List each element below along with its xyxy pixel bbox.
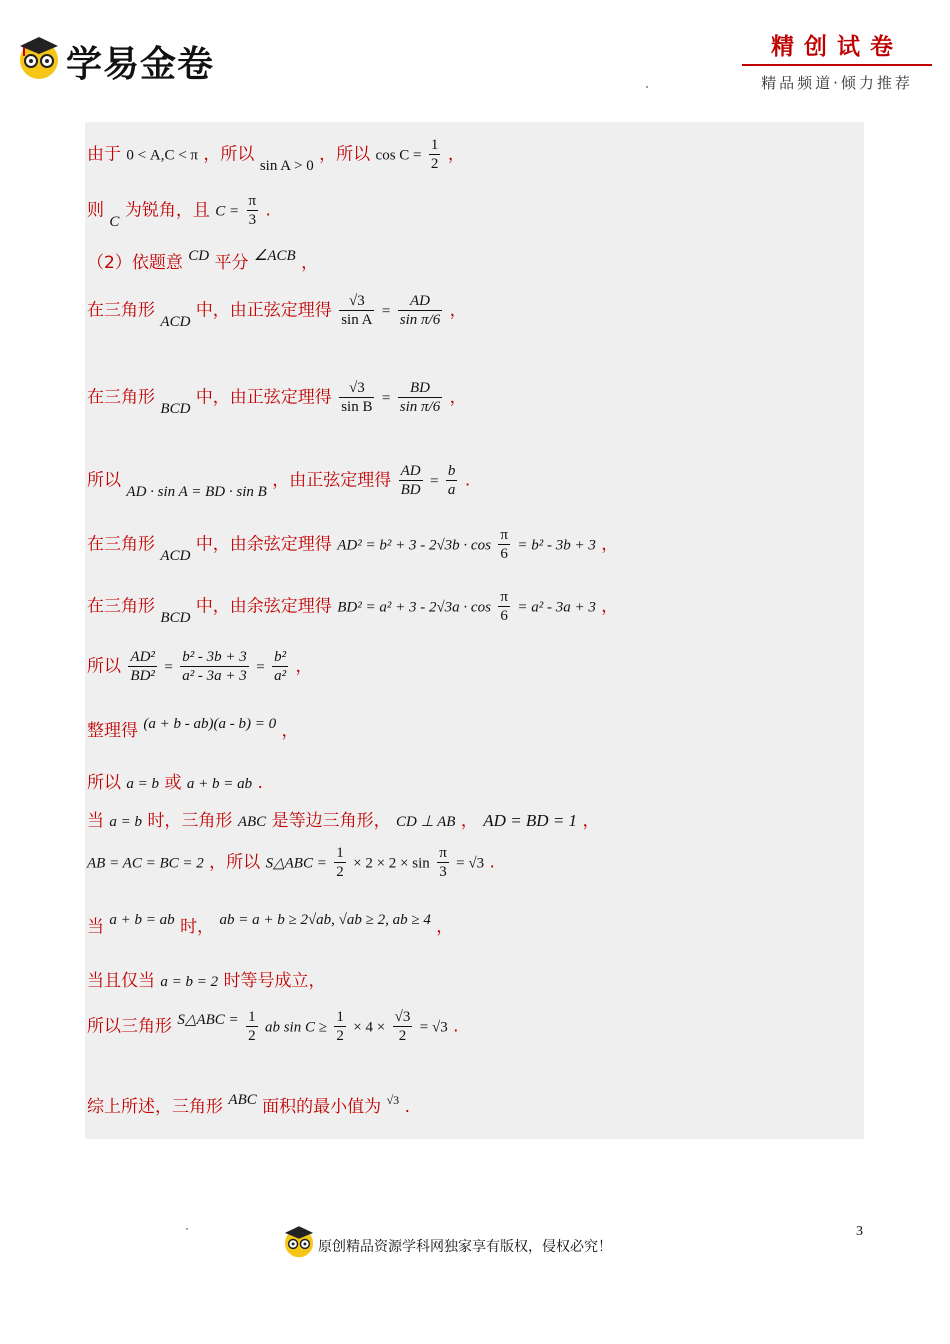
math: a + b = ab: [186, 776, 253, 792]
text: 所以: [87, 656, 121, 677]
quality-badge: [742, 28, 932, 94]
text: 在三角形: [87, 596, 155, 617]
text: ，所以: [319, 144, 371, 165]
solution-line-6: [87, 462, 470, 499]
solution-line-2: [87, 192, 271, 229]
math: BCD: [160, 609, 191, 626]
brand-logo: [16, 30, 236, 86]
math: =: [164, 659, 173, 676]
math: AB = AC = BC = 2: [87, 855, 204, 872]
text: .: [464, 470, 471, 491]
math: ACD: [160, 547, 191, 564]
text: ，: [449, 300, 467, 321]
fraction: $\frac{1}{2}$: [336, 845, 344, 880]
page-number: 3: [856, 1224, 863, 1239]
math: AD · sin A = BD · sin B: [126, 483, 267, 500]
math: ACD: [160, 313, 191, 330]
text: ，所以: [203, 144, 255, 165]
fraction: $\frac{1}{2}$: [430, 137, 439, 172]
fraction: $\frac{1}{2}$: [336, 1009, 344, 1044]
text: 中，由正弦定理得: [195, 387, 332, 408]
solution-line-12: [87, 806, 599, 831]
page-header: [0, 0, 950, 100]
math: CD: [188, 248, 210, 264]
fraction: $\frac{\pi}{6}$: [500, 589, 508, 624]
text: 则: [87, 200, 104, 221]
text: 时，三角形: [147, 811, 233, 831]
text: 时，: [180, 917, 215, 937]
solution-panel: [85, 122, 864, 1139]
text: 为锐角，且: [124, 200, 210, 221]
fraction: $\frac{√3}{\text{sin B}}$: [341, 380, 373, 415]
owl-mascot-icon: [282, 1224, 316, 1258]
badge-subtitle: 精品频道·倾力推荐: [761, 74, 913, 92]
header-dot: [646, 86, 648, 88]
footer-dot: [186, 1228, 188, 1230]
solution-line-11: [87, 768, 263, 793]
math: C =: [215, 203, 240, 220]
copyright-notice: 原创精品资源学科网独家享有版权，侵权必究！: [318, 1239, 612, 1255]
math: a = b = 2: [160, 974, 219, 990]
text: 由于: [87, 144, 121, 165]
fraction: $\frac{√3}{\text{sin A}}$: [341, 293, 373, 328]
text: .: [489, 852, 495, 873]
text: ，: [601, 534, 619, 555]
math: ABC: [228, 1092, 257, 1108]
text: .: [265, 200, 271, 221]
text: 或: [164, 773, 182, 793]
text: （2）依题意: [87, 253, 183, 273]
page-footer: [0, 1210, 950, 1270]
math: =: [430, 473, 439, 490]
text: .: [404, 1097, 410, 1117]
text: 时等号成立，: [223, 971, 326, 991]
text: 所以: [87, 470, 121, 491]
math: = √3: [456, 855, 485, 872]
math: sin A > 0: [259, 157, 314, 174]
math: a + b = ab: [109, 912, 175, 928]
math: = b² - 3b + 3: [517, 537, 596, 554]
text: ，所以: [209, 852, 261, 873]
math: ab = a + b ≥ 2√ab, √ab ≥ 2, ab ≥ 4: [219, 912, 431, 928]
text: 所以: [87, 773, 121, 793]
math: =: [256, 659, 265, 676]
math: √3: [386, 1093, 400, 1107]
math: = √3: [419, 1019, 448, 1036]
text: 当: [87, 811, 104, 831]
text: ，: [281, 721, 299, 741]
text: 面积的最小值为: [262, 1097, 382, 1117]
owl-mascot-icon: [16, 34, 62, 80]
fraction: $\frac{AD}{BD}$: [400, 463, 421, 498]
solution-line-14: [87, 912, 453, 937]
text: 中，由正弦定理得: [195, 300, 332, 321]
text: 在三角形: [87, 534, 155, 555]
text: 所以三角形: [87, 1016, 172, 1037]
math: AD = BD = 1: [483, 811, 578, 830]
solution-line-8: [87, 588, 618, 625]
math: =: [381, 390, 391, 407]
text: ，: [460, 811, 478, 831]
solution-line-9: [87, 648, 313, 685]
math: BCD: [160, 400, 191, 417]
math: = a² - 3a + 3: [517, 599, 596, 616]
math: a = b: [109, 814, 143, 830]
text: ，由正弦定理得: [272, 470, 392, 491]
text: 中，由余弦定理得: [195, 534, 332, 555]
fraction: $\frac{BD}{\text{sin π/6}}$: [399, 380, 441, 415]
text: ，: [601, 596, 619, 617]
fraction: $\frac{1}{2}$: [248, 1009, 256, 1044]
text: 当: [87, 917, 104, 937]
math: C: [109, 213, 120, 230]
text: 在三角形: [87, 300, 155, 321]
solution-line-17: [87, 1092, 410, 1117]
solution-line-5: [87, 379, 467, 416]
math: (a + b - ab)(a - b) = 0: [143, 716, 277, 732]
text: 是等边三角形，: [271, 811, 391, 831]
math: =: [381, 303, 391, 320]
math: cos C =: [375, 147, 422, 164]
text: 平分: [214, 253, 249, 273]
solution-line-3: [87, 248, 318, 273]
math: ABC: [237, 814, 267, 830]
math: ab sin C ≥: [264, 1019, 327, 1036]
fraction: $\frac{\text{b² - 3b + 3}}{\text{a² - 3a + 3}}$: [182, 649, 247, 684]
fraction: $\frac{\pi}{3}$: [248, 193, 257, 228]
math: CD ⊥ AB: [396, 814, 456, 830]
solution-line-1: [87, 136, 465, 173]
math: × 2 × 2 × sin: [353, 855, 430, 872]
text: ，: [582, 811, 600, 831]
text: 整理得: [87, 721, 138, 741]
text: 在三角形: [87, 387, 155, 408]
badge-title: 精创试卷: [742, 28, 932, 66]
text: ，: [436, 917, 454, 937]
fraction: $\frac{\text{b²}}{\text{a²}}$: [274, 649, 287, 684]
text: 综上所述，三角形: [87, 1097, 223, 1117]
fraction: $\frac{\text{AD²}}{\text{BD²}}$: [130, 649, 155, 684]
fraction: $\frac{\pi}{3}$: [439, 845, 447, 880]
text: .: [257, 773, 263, 793]
math: 0 < A,C < π: [126, 147, 198, 164]
math: S△ABC =: [177, 1011, 239, 1028]
solution-line-15: [87, 966, 326, 991]
text: .: [453, 1016, 459, 1037]
solution-line-7: [87, 526, 618, 563]
solution-line-16: [87, 1008, 459, 1045]
fraction: $\frac{√3}{2}$: [394, 1009, 411, 1044]
text: ，: [295, 656, 313, 677]
math: a = b: [126, 776, 160, 792]
math: BD² = a² + 3 - 2√3a · cos: [337, 599, 491, 616]
text: 当且仅当: [87, 971, 155, 991]
solution-line-4: [87, 292, 467, 329]
fraction: $\frac{b}{a}$: [447, 463, 456, 498]
fraction: $\frac{AD}{\text{sin π/6}}$: [399, 293, 441, 328]
math: ∠ACB: [253, 248, 296, 264]
math: S△ABC =: [265, 855, 327, 872]
math: × 4 ×: [353, 1019, 386, 1036]
text: ，: [301, 253, 319, 273]
solution-line-10: [87, 716, 299, 741]
brand-name: 学易金卷: [66, 44, 215, 85]
text: ，: [449, 387, 467, 408]
text: ，: [447, 144, 465, 165]
math: AD² = b² + 3 - 2√3b · cos: [337, 537, 491, 554]
text: 中，由余弦定理得: [195, 596, 332, 617]
solution-line-13: [87, 844, 495, 881]
fraction: $\frac{\pi}{6}$: [500, 527, 508, 562]
